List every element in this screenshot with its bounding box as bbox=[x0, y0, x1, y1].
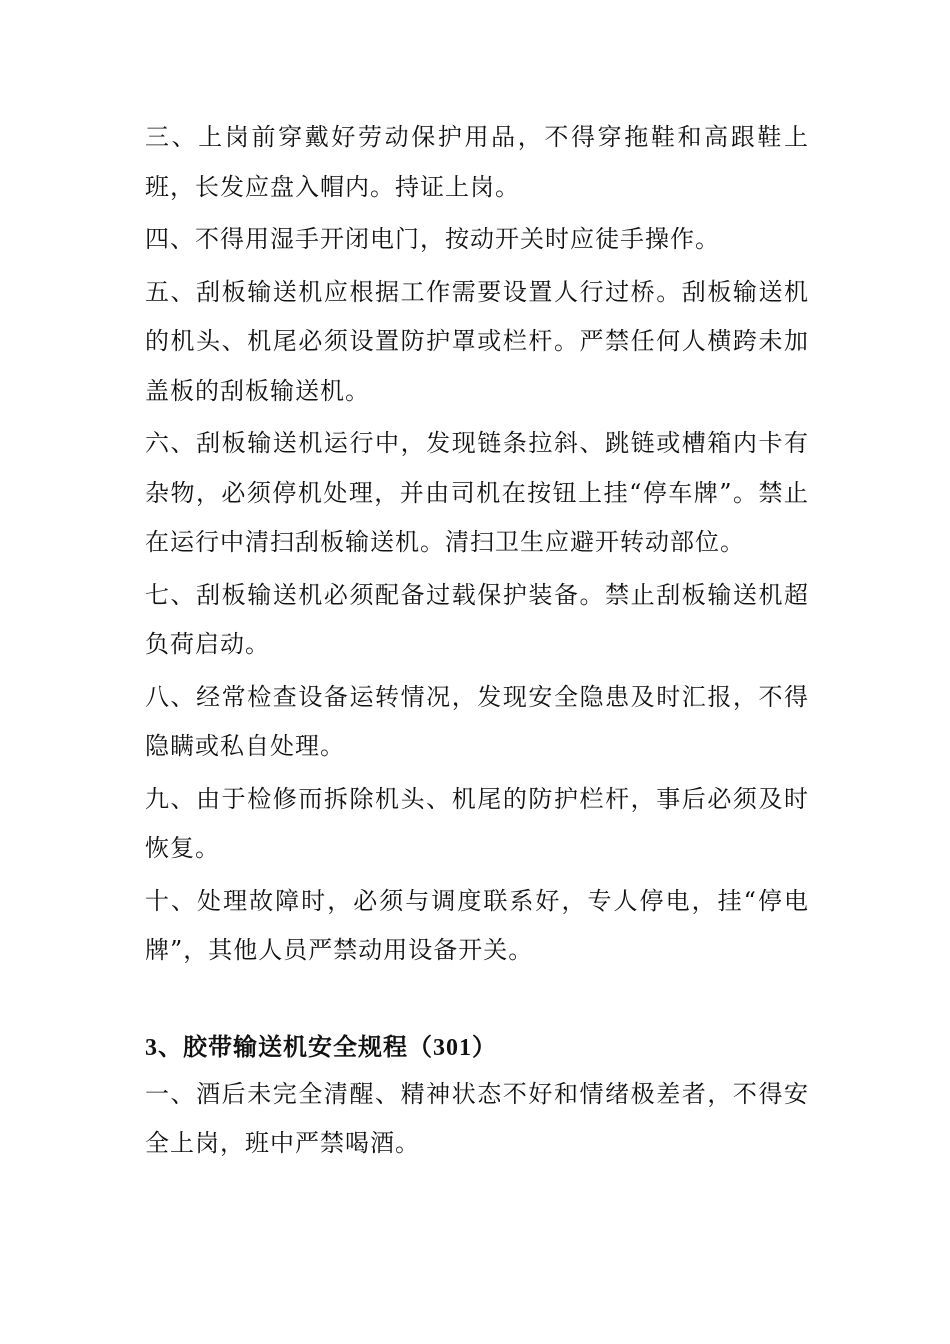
section-spacer bbox=[145, 979, 809, 1025]
section-number: 3 bbox=[145, 1034, 158, 1061]
document-page bbox=[145, 113, 809, 1172]
section-title-close: ） bbox=[472, 1031, 497, 1061]
section-title-text: 、胶带输送机安全规程（ bbox=[158, 1031, 433, 1061]
paragraph-belt-rule-1: 一、酒后未完全清醒、精神状态不好和情绪极差者，不得安全上岗，班中严禁喝酒。 bbox=[145, 1079, 809, 1157]
paragraph-rule-9: 九、由于检修而拆除机头、机尾的防护栏杆，事后必须及时恢复。 bbox=[145, 784, 809, 862]
paragraph-rule-8: 八、经常检查设备运转情况，发现安全隐患及时汇报，不得隐瞒或私自处理。 bbox=[145, 682, 809, 760]
paragraph-rule-6: 六、刮板输送机运行中，发现链条拉斜、跳链或槽箱内卡有杂物，必须停机处理，并由司机在按钮上挂“停车牌”。禁止在运行中清扫刮板输送机。清扫卫生应避开转动部位。 bbox=[145, 429, 809, 556]
paragraph-rule-5: 五、刮板输送机应根据工作需要设置人行过桥。刮板输送机的机头、机尾必须设置防护罩或栏杆。严禁任何人横跨未加盖板的刮板输送机。 bbox=[145, 277, 809, 405]
section-code: 301 bbox=[433, 1034, 472, 1061]
section-heading bbox=[145, 1025, 809, 1070]
paragraph-rule-3: 三、上岗前穿戴好劳动保护用品，不得穿拖鞋和高跟鞋上班，长发应盘入帽内。持证上岗。 bbox=[145, 123, 809, 201]
paragraph-rule-7: 七、刮板输送机必须配备过载保护装备。禁止刮板输送机超负荷启动。 bbox=[145, 580, 809, 658]
paragraph-rule-4: 四、不得用湿手开闭电门，按动开关时应徒手操作。 bbox=[145, 225, 720, 253]
paragraph-rule-10: 十、处理故障时，必须与调度联系好，专人停电，挂“停电牌”，其他人员严禁动用设备开关。 bbox=[145, 886, 809, 964]
